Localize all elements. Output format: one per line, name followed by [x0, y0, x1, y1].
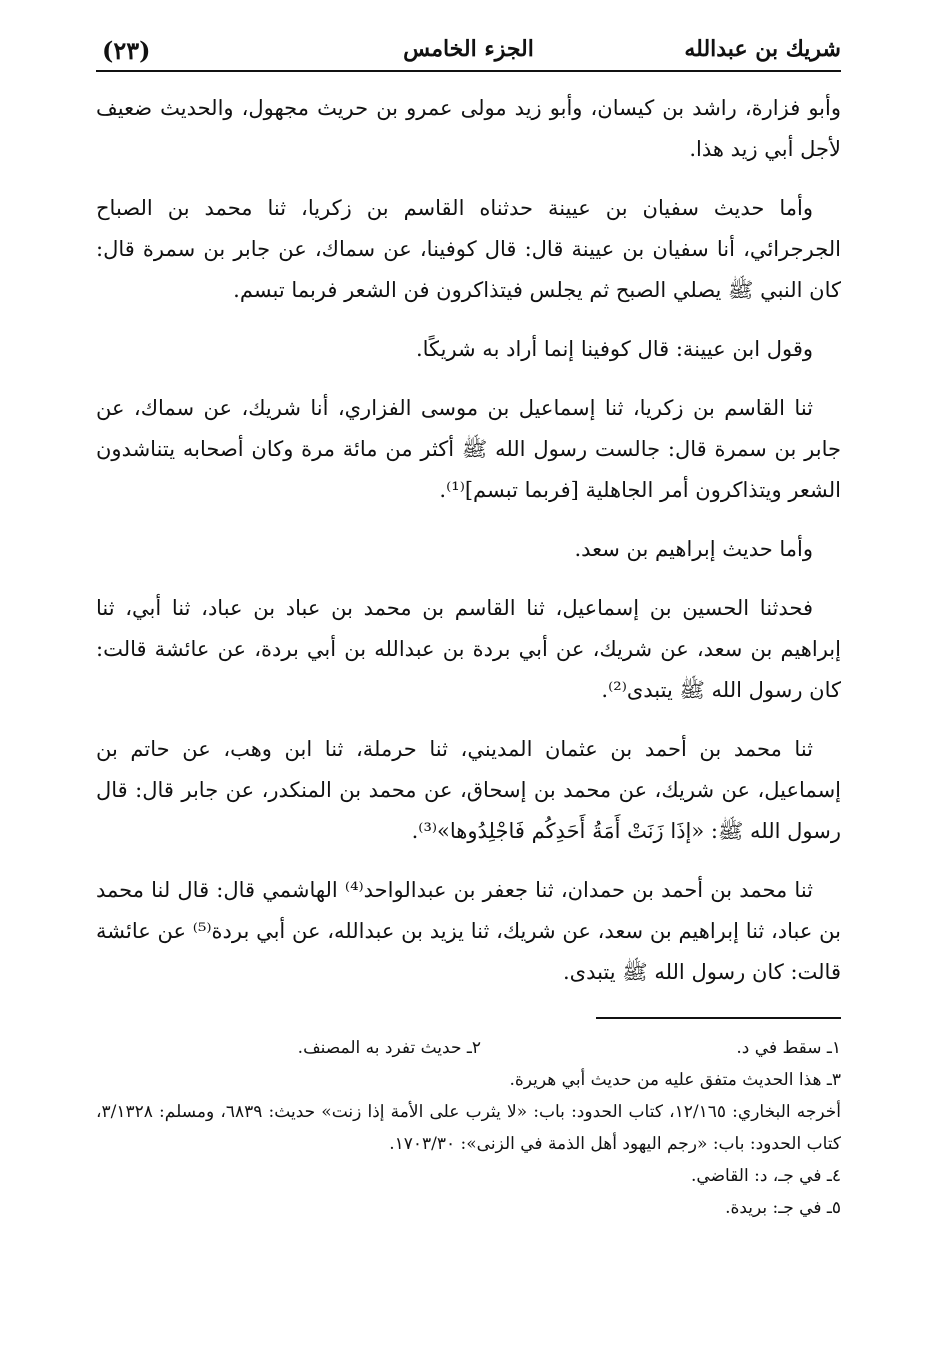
paragraph: فحدثنا الحسين بن إسماعيل، ثنا القاسم بن محمد بن عباد بن عباد، ثنا أبي، ثنا إبراهيم بن سعد، عن شريك، عن أبي بردة بن عبدالله بن أبي بردة، عن عائشة قالت: كان رسول الله ﷺ يتبدى⁽²⁾. — [96, 596, 841, 702]
paragraph: وأما حديث سفيان بن عيينة حدثناه القاسم بن زكريا، ثنا محمد بن الصباح الجرجرائي، أنا سفيان بن عيينة قال: قال كوفينا، عن سماك، عن جابر بن سمرة قال: كان النبي ﷺ يصلي الصبح ثم يجلس فيتذاكرون فن الشعر فربما تبسم. — [96, 196, 841, 302]
footnote-3: ٣ـ هذا الحديث متفق عليه من حديث أبي هريرة. — [509, 1070, 841, 1090]
footnote-1: ١ـ سقط في د. — [736, 1038, 841, 1058]
footnote-rule — [596, 1017, 841, 1019]
footnote-4: ٤ـ في جـ، د: القاضي. — [691, 1166, 841, 1186]
main-text — [96, 88, 841, 1011]
paragraph: ثنا محمد بن أحمد بن عثمان المديني، ثنا حرملة، ثنا ابن وهب، عن حاتم بن إسماعيل، عن شريك، عن محمد بن إسحاق، عن محمد بن المنكدر، عن جابر قال: قال رسول الله ﷺ: «إذَا زَنَتْ أَمَةُ أَحَدِكُم فَاجْلِدُوها»⁽³⁾. — [96, 737, 841, 843]
paragraph: ثنا محمد بن أحمد بن حمدان، ثنا جعفر بن عبدالواحد⁽⁴⁾ الهاشمي قال: قال لنا محمد بن عباد، ثنا إبراهيم بن سعد، عن شريك، ثنا يزيد بن عبدالله، عن أبي بردة⁽⁵⁾ عن عائشة قالت: كان رسول الله ﷺ يتبدى. — [96, 878, 842, 984]
volume-title: الجزء الخامس — [403, 36, 534, 62]
footnote-2: ٢ـ حديث تفرد به المصنف. — [297, 1038, 481, 1058]
footnotes — [96, 1032, 841, 1224]
page-header — [96, 30, 841, 70]
paragraph: وأما حديث إبراهيم بن سعد. — [574, 537, 813, 561]
footnote-row — [96, 1032, 841, 1064]
paragraph: وقول ابن عيينة: قال كوفينا إنما أراد به شريكًا. — [415, 337, 813, 361]
header-rule — [96, 70, 841, 72]
footnote-5: ٥ـ في جـ: بريدة. — [725, 1198, 841, 1218]
page-number: (٢٣) — [102, 36, 151, 65]
running-title: شريك بن عبدالله — [684, 36, 841, 62]
paragraph: وأبو فزارة، راشد بن كيسان، وأبو زيد مولى عمرو بن حريث مجهول، والحديث ضعيف لأجل أبي زيد هذا. — [96, 96, 841, 161]
footnote-3-detail: أخرجه البخاري: ١٢/١٦٥، كتاب الحدود: باب: «لا يثرب على الأمة إذا زنت» حديث: ٦٨٣٩، ومسلم: ٣/١٣٢٨، كتاب الحدود: باب: «رجم اليهود أهل الذمة في الزنى»: ١٧٠٣/٣٠. — [96, 1102, 841, 1154]
paragraph: ثنا القاسم بن زكريا، ثنا إسماعيل بن موسى الفزاري، أنا شريك، عن سماك، عن جابر بن سمرة قال: جالست رسول الله ﷺ أكثر من مائة مرة وكان أصحابه يتناشدون الشعر ويتذاكرون أمر الجاهلية [فربما تبسم]⁽¹⁾. — [96, 396, 841, 502]
